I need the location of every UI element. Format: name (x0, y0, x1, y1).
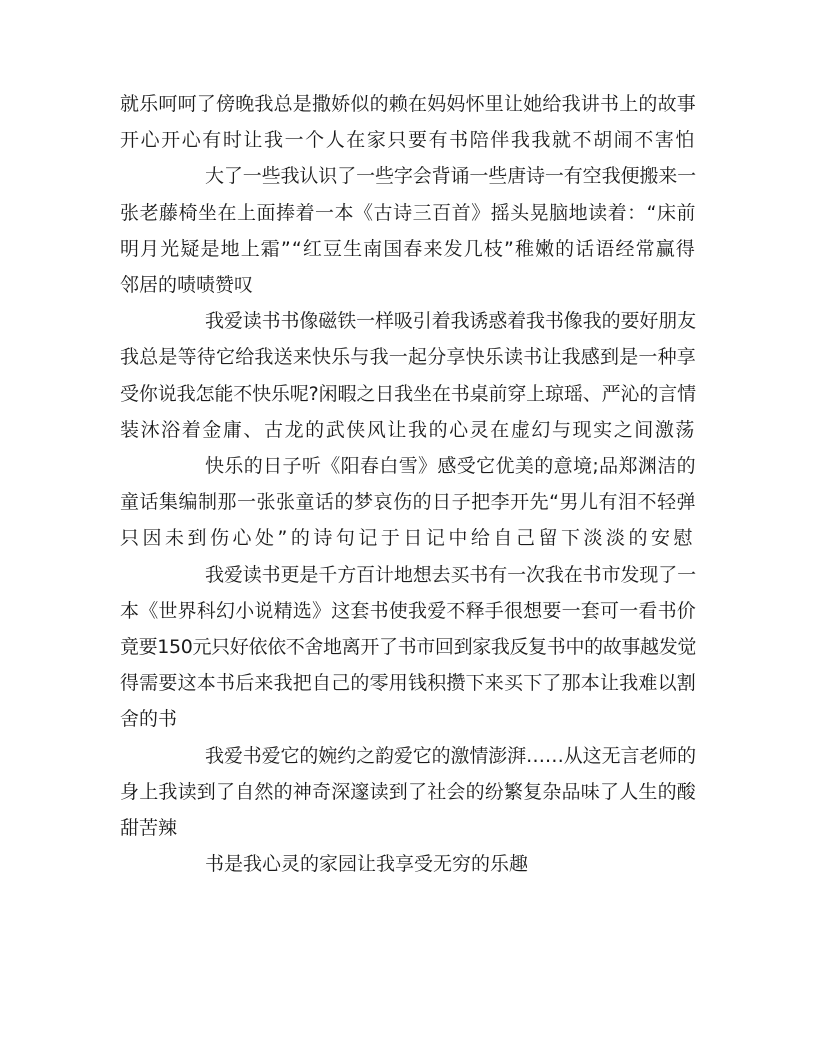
paragraph-3-line-4: 装沐浴着金庸、古龙的武侠风让我的心灵在虚幻与现实之间激荡 (120, 418, 696, 441)
paragraph-2-line-1: 大了一些我认识了一些字会背诵一些唐诗一有空我便搬来一 (205, 165, 696, 188)
paragraph-6-line-3: 甜苦辣 (120, 817, 178, 839)
paragraph-3-line-1: 我爱读书书像磁铁一样吸引着我诱惑着我书像我的要好朋友 (205, 310, 696, 333)
paragraph-1-line-1: 就乐呵呵了傍晚我总是撒娇似的赖在妈妈怀里让她给我讲书上的故事 (120, 93, 696, 115)
paragraph-5-line-3: 竟要150元只好依依不舍地离开了书市回到家我反复书中的故事越发觉 (120, 636, 696, 658)
paragraph-7-line-1: 书是我心灵的家园让我享受无穷的乐趣 (205, 853, 529, 876)
paragraph-2-line-2: 张老藤椅坐在上面捧着一本《古诗三百首》摇头晃脑地读着：“床前 (120, 201, 696, 224)
paragraph-5-line-1: 我爱读书更是千方百计地想去买书有一次我在书市发现了一 (205, 563, 696, 586)
paragraph-5-line-2: 本《世界科幻小说精选》这套书使我爱不释手很想要一套可一看书价 (120, 599, 696, 622)
paragraph-1-line-2: 开心开心有时让我一个人在家只要有书陪伴我我就不胡闹不害怕 (120, 129, 696, 152)
paragraph-6-line-1: 我爱书爱它的婉约之韵爱它的激情澎湃……从这无言老师的 (205, 744, 696, 767)
paragraph-4-line-3: 只因未到伤心处”的诗句记于日记中给自己留下淡淡的安慰 (120, 527, 696, 550)
paragraph-4-line-1: 快乐的日子听《阳春白雪》感受它优美的意境;品郑渊洁的 (205, 455, 696, 477)
paragraph-5-line-4: 得需要这本书后来我把自己的零用钱积攒下来买下了那本让我难以割 (120, 672, 696, 695)
paragraph-5-line-5: 舍的书 (120, 708, 178, 731)
paragraph-3-line-3: 受你说我怎能不快乐呢?闲暇之日我坐在书桌前穿上琼瑶、严沁的言情 (120, 382, 696, 405)
paragraph-4-line-2: 童话集编制那一张张童话的梦哀伤的日子把李开先“男儿有泪不轻弹 (120, 491, 696, 514)
paragraph-2-line-4: 邻居的啧啧赞叹 (120, 274, 254, 296)
paragraph-2-line-3: 明月光疑是地上霜”“红豆生南国春来发几枝”稚嫩的话语经常赢得 (120, 237, 696, 260)
paragraph-3-line-2: 我总是等待它给我送来快乐与我一起分享快乐读书让我感到是一种享 (120, 346, 696, 369)
paragraph-6-line-2: 身上我读到了自然的神奇深邃读到了社会的纷繁复杂品味了人生的酸 (120, 780, 696, 803)
